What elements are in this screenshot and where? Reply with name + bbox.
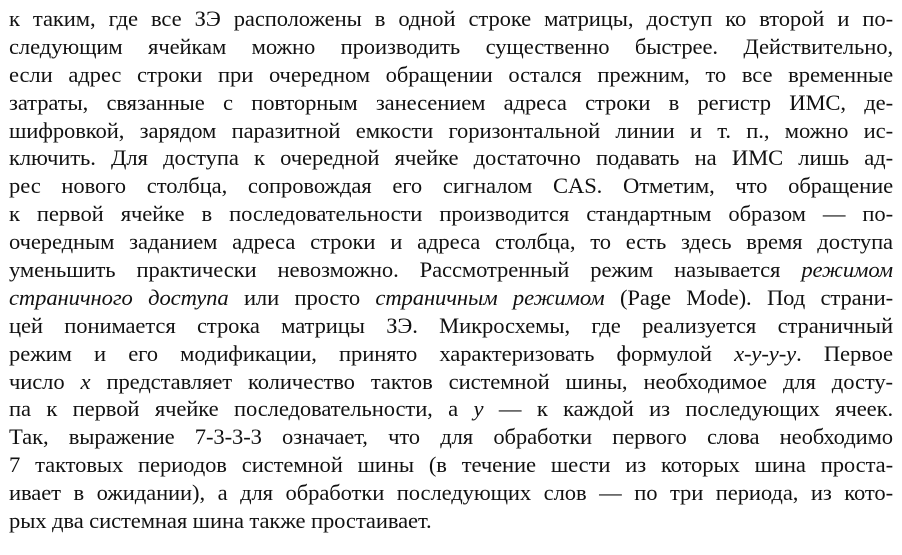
text-run: уменьшить практически невозможно. Рассмотренный режим называется — [9, 257, 802, 283]
text-line — [9, 340, 893, 368]
text-run: цей понимается строка матрицы ЗЭ. Микросхемы, где реализуется страничный — [9, 312, 893, 338]
text-run: — к каждой из последующих ячеек. — [483, 396, 893, 422]
text-line — [9, 312, 893, 340]
text-line — [9, 117, 893, 145]
text-run: ключить. Для доступа к очередной ячейке достаточно подавать на ИМС лишь ад- — [9, 145, 893, 171]
text-line — [9, 61, 893, 89]
text-line — [9, 368, 893, 396]
italic-variable: х — [80, 368, 91, 394]
text-line — [9, 284, 893, 312]
text-line — [9, 451, 893, 479]
text-line — [9, 507, 893, 535]
italic-formula: х-у-у-у — [734, 340, 797, 366]
text-run: число — [9, 368, 81, 394]
text-line — [9, 395, 893, 423]
text-line — [9, 33, 893, 61]
text-line — [9, 89, 893, 117]
text-run: если адрес строки при очередном обращении остался прежним, то все временные — [9, 61, 893, 87]
text-line — [9, 5, 893, 33]
text-run: представляет количество тактов системной шины, необходимое для досту- — [90, 368, 893, 394]
text-run: к таким, где все ЗЭ расположены в одной строке матрицы, доступ ко второй и по- — [9, 6, 893, 31]
text-run: очередным заданием адреса строки и адреса столбца, то есть здесь время доступа — [9, 229, 893, 255]
text-line — [9, 200, 893, 228]
text-run: режим и его модификации, принято характеризовать формулой — [9, 340, 735, 366]
text-line — [9, 423, 893, 451]
text-run: па к первой ячейке последовательности, а — [9, 396, 474, 422]
text-run: или просто — [228, 284, 376, 310]
text-line — [9, 228, 893, 256]
italic-variable: у — [473, 396, 484, 422]
text-run: . Первое — [796, 340, 893, 366]
text-run: к первой ячейке в последовательности производится стандартным образом — по- — [9, 201, 893, 227]
text-run: рых два системная шина также простаивает. — [9, 508, 432, 534]
text-line — [9, 256, 893, 284]
text-run: затраты, связанные с повторным занесением адреса строки в регистр ИМС, де- — [9, 89, 893, 115]
text-run: Так, выражение 7-3-3-3 означает, что для обработки первого слова необходимо — [9, 424, 893, 450]
text-run: 7 тактовых периодов системной шины (в течение шести из которых шина проста- — [9, 452, 893, 478]
text-run: шифровкой, зарядом паразитной емкости горизонтальной линии и т. п., можно ис- — [9, 117, 893, 143]
text-run: следующим ячейкам можно производить существенно быстрее. Действительно, — [9, 33, 893, 59]
text-run: (Page Mode). Под страни- — [604, 284, 893, 310]
body-paragraph — [9, 5, 894, 535]
text-line — [9, 479, 893, 507]
text-line — [9, 172, 893, 200]
text-run: рес нового столбца, сопровождая его сигналом CAS. Отметим, что обращение — [9, 173, 893, 199]
text-run: ивает в ожидании), а для обработки последующих слов — по три периода, из кото- — [9, 480, 893, 506]
italic-term: страничным режимом — [375, 284, 605, 310]
italic-term: страничного доступа — [9, 284, 229, 310]
italic-term: режимом — [801, 257, 893, 283]
text-line — [9, 144, 893, 172]
